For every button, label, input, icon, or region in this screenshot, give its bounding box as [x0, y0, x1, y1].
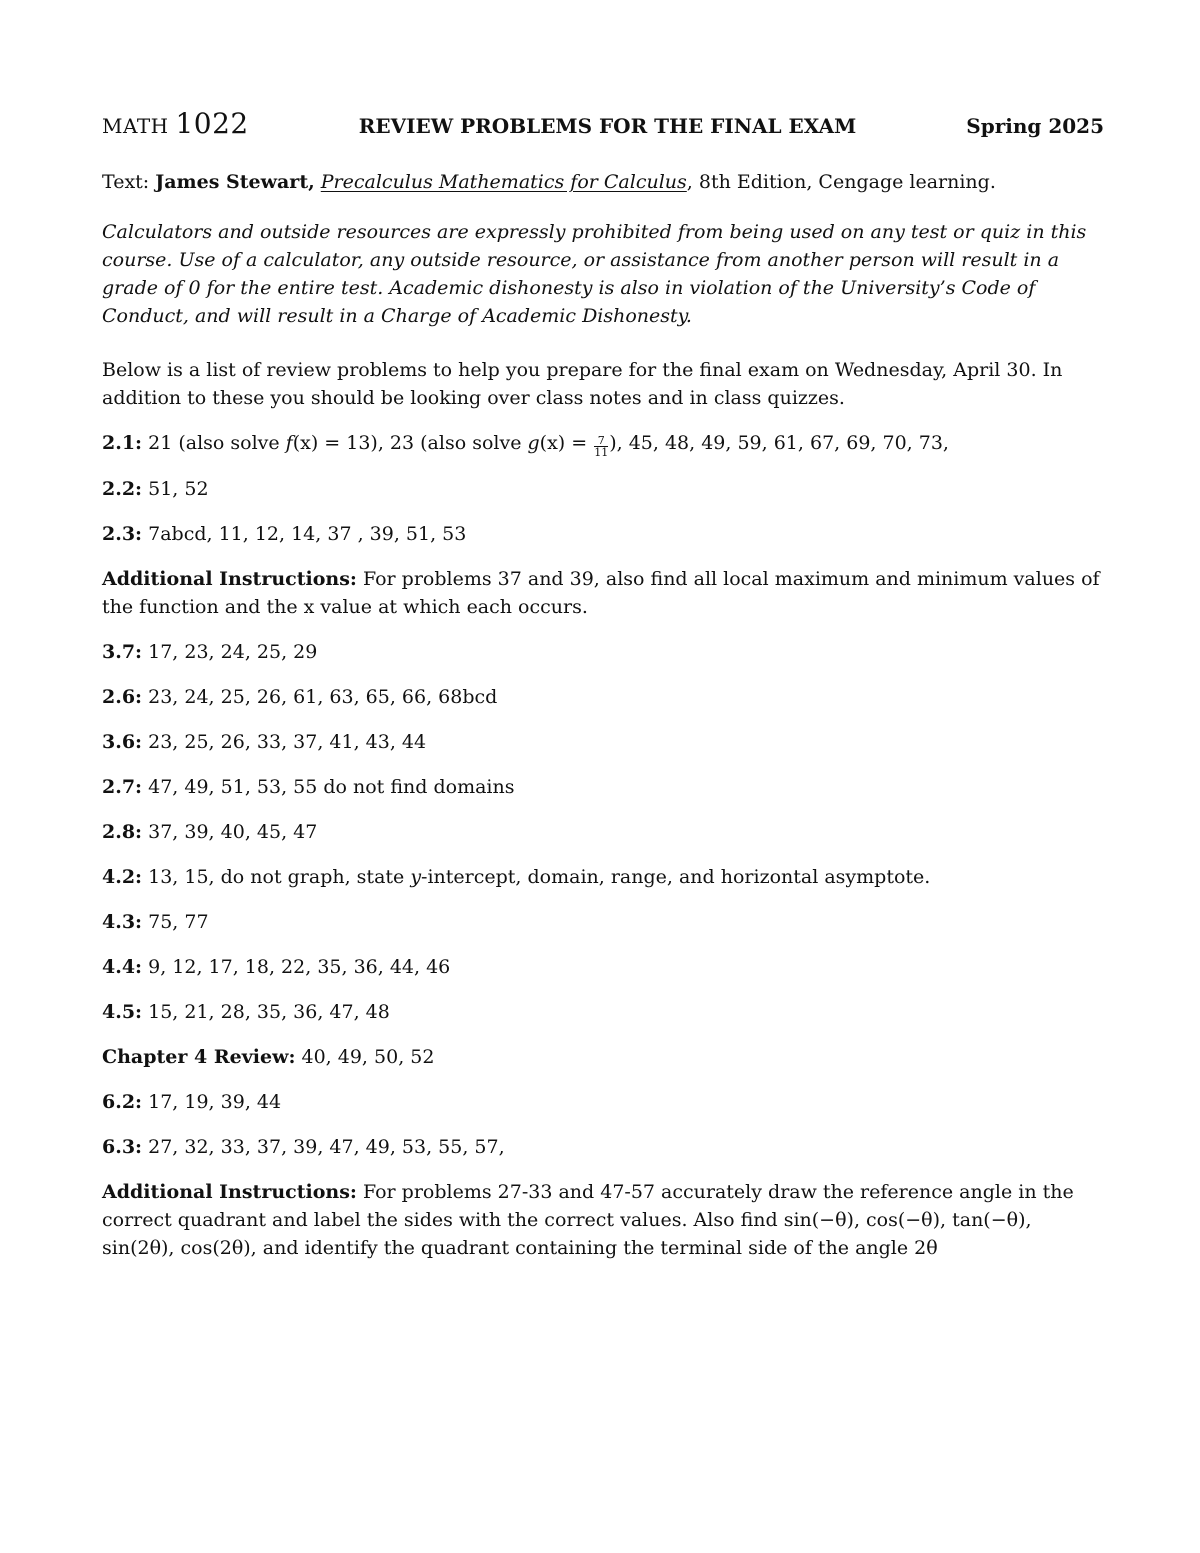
section-label: 2.3:: [102, 523, 143, 545]
section-problems: 23, 25, 26, 33, 37, 41, 43, 44: [148, 731, 427, 753]
section-label: 4.2:: [102, 866, 143, 888]
section-label: 2.6:: [102, 686, 143, 708]
section-label: 2.1:: [102, 432, 143, 454]
section-2-3: [102, 520, 1104, 548]
section-problems: 40, 49, 50, 52: [301, 1046, 435, 1068]
section-problems: 23, 24, 25, 26, 61, 63, 65, 66, 68bcd: [148, 686, 498, 708]
section-2-8: [102, 818, 1104, 846]
section-6-3: [102, 1133, 1104, 1161]
section-problems: 7abcd, 11, 12, 14, 37 , 39, 51, 53: [148, 523, 467, 545]
section-4-3: [102, 908, 1104, 936]
section-label: Chapter 4 Review:: [102, 1046, 296, 1068]
section-problems: 51, 52: [148, 478, 209, 500]
section-problems: 17, 19, 39, 44: [148, 1091, 282, 1113]
section-3-6: [102, 728, 1104, 756]
section-label: 4.5:: [102, 1001, 143, 1023]
book-title: Precalculus Mathematics for Calculus: [320, 171, 687, 193]
document-page: [102, 107, 1104, 1262]
section-4-5: [102, 998, 1104, 1026]
section-2-1: [102, 429, 1104, 458]
section-4-4: [102, 953, 1104, 981]
section-problems: 9, 12, 17, 18, 22, 35, 36, 44, 46: [148, 956, 451, 978]
text-label: Text:: [102, 171, 150, 193]
section-label: 2.2:: [102, 478, 143, 500]
section-text: ), 45, 48, 49, 59, 61, 67, 69, 70, 73,: [609, 432, 949, 454]
section-4-2: [102, 863, 1104, 891]
section-problems: 37, 39, 40, 45, 47: [148, 821, 318, 843]
instructions-text: For problems 37 and 39, also find all local maximum and minimum values of the function and the x value at which each occurs.: [102, 568, 1100, 618]
section-2-7: [102, 773, 1104, 801]
section-problems: 75, 77: [148, 911, 209, 933]
course-number: 1022: [175, 107, 249, 140]
term: Spring 2025: [966, 114, 1104, 138]
course-code: [102, 107, 249, 140]
math-f: f: [285, 432, 293, 454]
section-text: -intercept, domain, range, and horizontal asymptote.: [421, 866, 931, 888]
denominator: 11: [594, 446, 609, 459]
section-problems: 17, 23, 24, 25, 29: [148, 641, 318, 663]
edition: , 8th Edition, Cengage learning.: [686, 171, 996, 193]
section-problems: 15, 21, 28, 35, 36, 47, 48: [148, 1001, 390, 1023]
course-prefix: MATH: [102, 114, 169, 138]
section-text: 13, 15, do not graph, state: [148, 866, 411, 888]
section-6-2: [102, 1088, 1104, 1116]
section-2-2: [102, 475, 1104, 503]
author: James Stewart,: [155, 171, 315, 193]
page-header: [102, 107, 1104, 150]
section-problems: 47, 49, 51, 53, 55 do not find domains: [148, 776, 515, 798]
section-label: 3.6:: [102, 731, 143, 753]
section-label: 6.3:: [102, 1136, 143, 1158]
section-problems: 27, 32, 33, 37, 39, 47, 49, 53, 55, 57,: [148, 1136, 505, 1158]
section-text: (x) =: [539, 432, 594, 454]
section-label: 3.7:: [102, 641, 143, 663]
additional-instructions-2: [102, 1178, 1104, 1262]
section-3-7: [102, 638, 1104, 666]
section-label: 2.8:: [102, 821, 143, 843]
intro-paragraph: Below is a list of review problems to help you prepare for the final exam on Wednesday, April 30. In addition to these you should be looking over class notes and in class quizzes.: [102, 359, 1063, 409]
textbook-line: [102, 168, 1104, 196]
fraction: [594, 435, 608, 458]
section-label: 4.3:: [102, 911, 143, 933]
page-title: REVIEW PROBLEMS FOR THE FINAL EXAM: [358, 114, 857, 138]
section-label: 2.7:: [102, 776, 143, 798]
additional-instructions-1: [102, 565, 1104, 621]
section-label: 4.4:: [102, 956, 143, 978]
instructions-text: For problems 27-33 and 47-57 accurately draw the reference angle in the correct quadrant and label the sides with the correct values. Also find sin(−θ), cos(−θ), tan(−θ), sin(2θ), cos(2θ), and identify the quadrant containing the terminal side of the angle 2θ: [102, 1181, 1074, 1259]
instructions-label: Additional Instructions:: [102, 1181, 357, 1203]
instructions-label: Additional Instructions:: [102, 568, 357, 590]
section-text: (x) = 13), 23 (also solve: [292, 432, 528, 454]
academic-warning: Calculators and outside resources are expressly prohibited from being used on any test or quiz in this course. Use of a calculator, any outside resource, or assistance from another person will result in a grade of 0 for the entire test. Academic dishonesty is also in violation of the University’s Code of Conduct, and will result in a Charge of Academic Dishonesty.: [102, 221, 1087, 327]
math-g: g: [527, 432, 540, 454]
chapter-4-review: [102, 1043, 1104, 1071]
numerator: 7: [597, 434, 605, 447]
math-y: y: [410, 866, 422, 888]
section-text: 21 (also solve: [148, 432, 286, 454]
section-2-6: [102, 683, 1104, 711]
section-label: 6.2:: [102, 1091, 143, 1113]
